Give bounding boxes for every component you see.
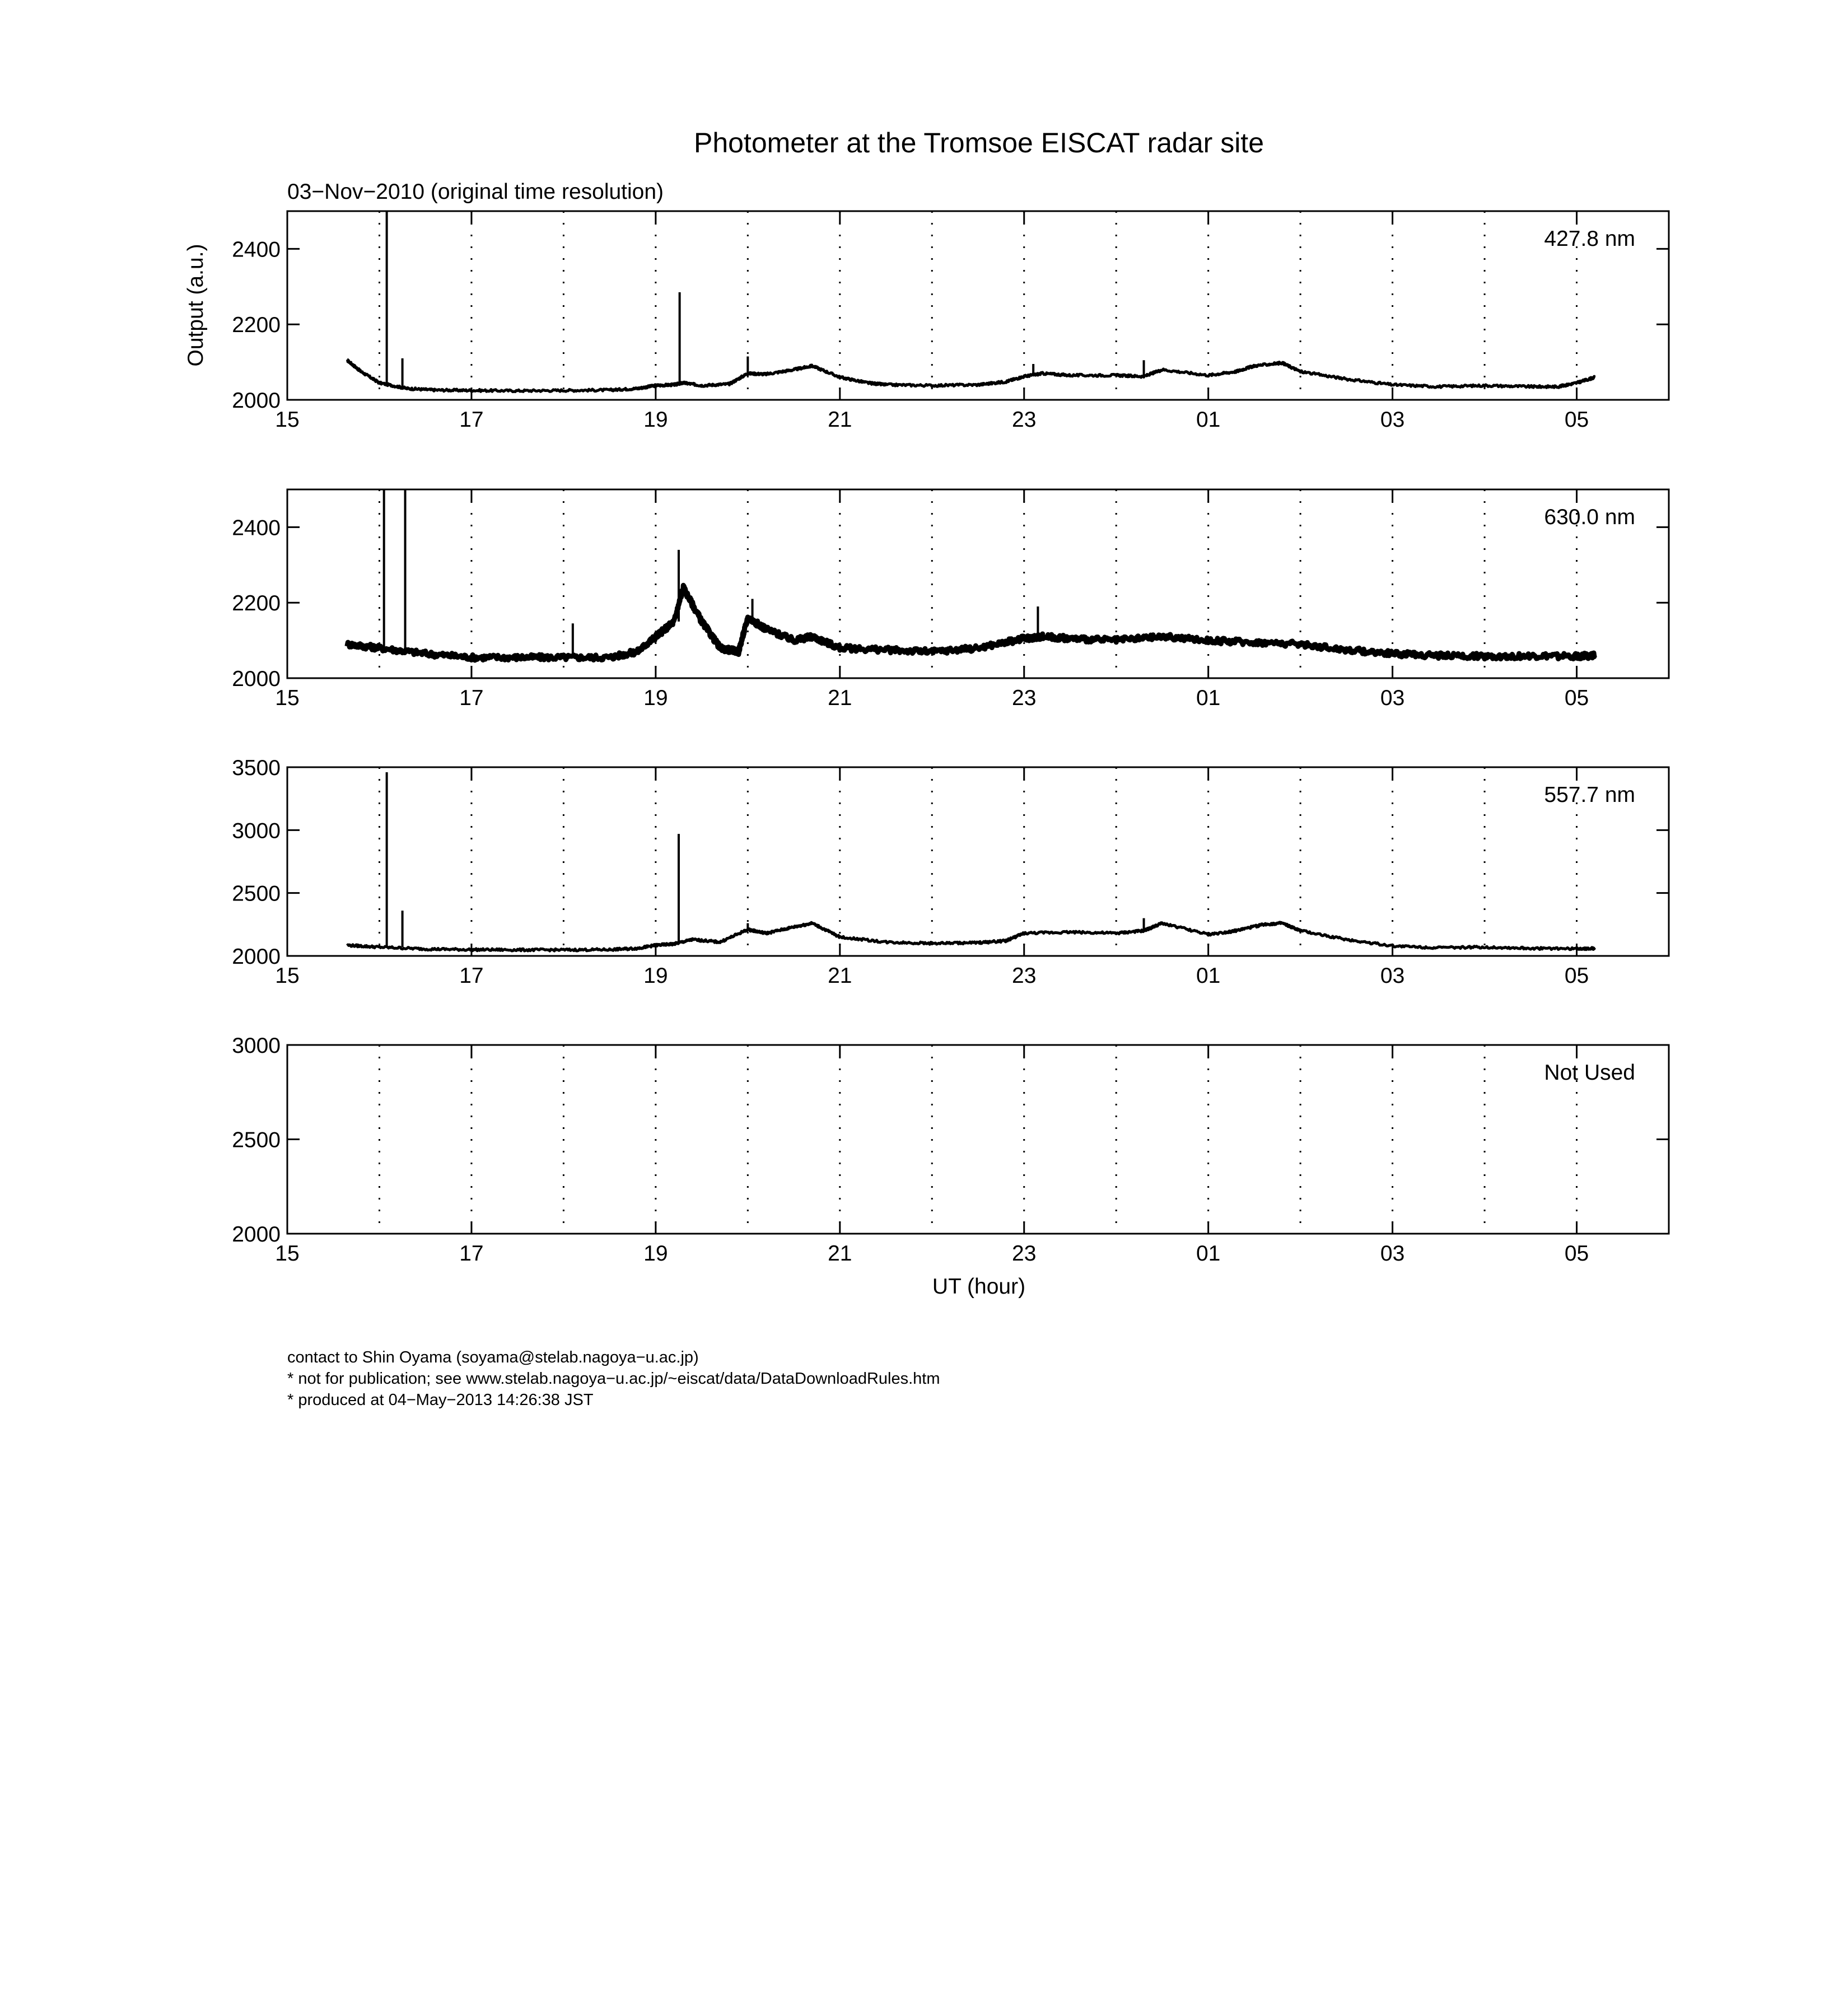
y-tick-label-1-2: 2400 <box>232 237 281 262</box>
x-tick-label-2-5: 01 <box>1196 686 1221 710</box>
x-tick-label-2-0: 15 <box>275 686 300 710</box>
panel-frame-4 <box>287 1045 1669 1234</box>
x-tick-label-2-2: 19 <box>643 686 668 710</box>
series-line-3 <box>347 922 1595 951</box>
x-tick-label-1-2: 19 <box>643 408 668 432</box>
y-tick-label-3-1: 2500 <box>232 881 281 906</box>
x-tick-label-2-7: 05 <box>1564 686 1589 710</box>
y-axis-label: Output (a.u.) <box>184 244 208 367</box>
panel-label-1: 427.8 nm <box>1544 227 1635 251</box>
panel-3 <box>232 756 1669 988</box>
x-tick-label-3-3: 21 <box>828 964 852 988</box>
x-tick-label-4-0: 15 <box>275 1242 300 1266</box>
series-line-1 <box>347 360 1595 392</box>
x-tick-label-1-5: 01 <box>1196 408 1221 432</box>
x-tick-label-2-1: 17 <box>459 686 484 710</box>
y-tick-label-4-2: 3000 <box>232 1034 281 1058</box>
x-tick-label-3-6: 03 <box>1380 964 1405 988</box>
panel-4 <box>232 1034 1669 1266</box>
x-tick-label-3-5: 01 <box>1196 964 1221 988</box>
footer-contact: contact to Shin Oyama (soyama@stelab.nagoya−u.ac.jp) <box>287 1348 699 1366</box>
x-tick-label-4-2: 19 <box>643 1242 668 1266</box>
panel-frame-3 <box>287 767 1669 956</box>
x-tick-label-1-0: 15 <box>275 408 300 432</box>
y-tick-label-2-2: 2400 <box>232 516 281 540</box>
x-tick-label-3-4: 23 <box>1012 964 1037 988</box>
x-tick-label-4-5: 01 <box>1196 1242 1221 1266</box>
y-tick-label-3-3: 3500 <box>232 756 281 780</box>
x-tick-label-1-4: 23 <box>1012 408 1037 432</box>
x-tick-label-4-3: 21 <box>828 1242 852 1266</box>
x-tick-label-1-1: 17 <box>459 408 484 432</box>
x-tick-label-4-7: 05 <box>1564 1242 1589 1266</box>
footer-notes <box>287 1347 940 1411</box>
x-tick-label-2-4: 23 <box>1012 686 1037 710</box>
x-tick-label-3-1: 17 <box>459 964 484 988</box>
figure-title: Photometer at the Tromsoe EISCAT radar site <box>693 127 1264 158</box>
x-tick-label-4-4: 23 <box>1012 1242 1037 1266</box>
x-tick-label-1-3: 21 <box>828 408 852 432</box>
x-tick-label-4-1: 17 <box>459 1242 484 1266</box>
panel-label-4: Not Used <box>1544 1061 1635 1085</box>
y-tick-label-2-0: 2000 <box>232 667 281 691</box>
x-axis-label: UT (hour) <box>932 1275 1026 1299</box>
panel-1 <box>232 211 1669 432</box>
series-line-2 <box>347 585 1595 660</box>
y-tick-label-1-1: 2200 <box>232 313 281 338</box>
x-tick-label-2-3: 21 <box>828 686 852 710</box>
y-tick-label-4-1: 2500 <box>232 1128 281 1152</box>
figure-subtitle: 03−Nov−2010 (original time resolution) <box>287 180 664 204</box>
x-tick-label-4-6: 03 <box>1380 1242 1405 1266</box>
panels-group <box>232 211 1669 1266</box>
y-tick-label-4-0: 2000 <box>232 1222 281 1247</box>
y-tick-label-1-0: 2000 <box>232 389 281 413</box>
y-tick-label-3-0: 2000 <box>232 945 281 969</box>
panel-label-3: 557.7 nm <box>1544 783 1635 807</box>
y-tick-label-2-1: 2200 <box>232 591 281 616</box>
x-tick-label-3-7: 05 <box>1564 964 1589 988</box>
x-tick-label-1-7: 05 <box>1564 408 1589 432</box>
x-tick-label-3-0: 15 <box>275 964 300 988</box>
footer-notice: * not for publication; see www.stelab.nagoya−u.ac.jp/~eiscat/data/DataDownloadRules.htm <box>287 1370 940 1388</box>
y-tick-label-3-2: 3000 <box>232 819 281 843</box>
x-tick-label-3-2: 19 <box>643 964 668 988</box>
panel-2 <box>232 489 1669 710</box>
x-tick-label-2-6: 03 <box>1380 686 1405 710</box>
panel-label-2: 630.0 nm <box>1544 505 1635 529</box>
footer-produced: * produced at 04−May−2013 14:26:38 JST <box>287 1391 594 1409</box>
panel-frame-1 <box>287 211 1669 400</box>
x-tick-label-1-6: 03 <box>1380 408 1405 432</box>
